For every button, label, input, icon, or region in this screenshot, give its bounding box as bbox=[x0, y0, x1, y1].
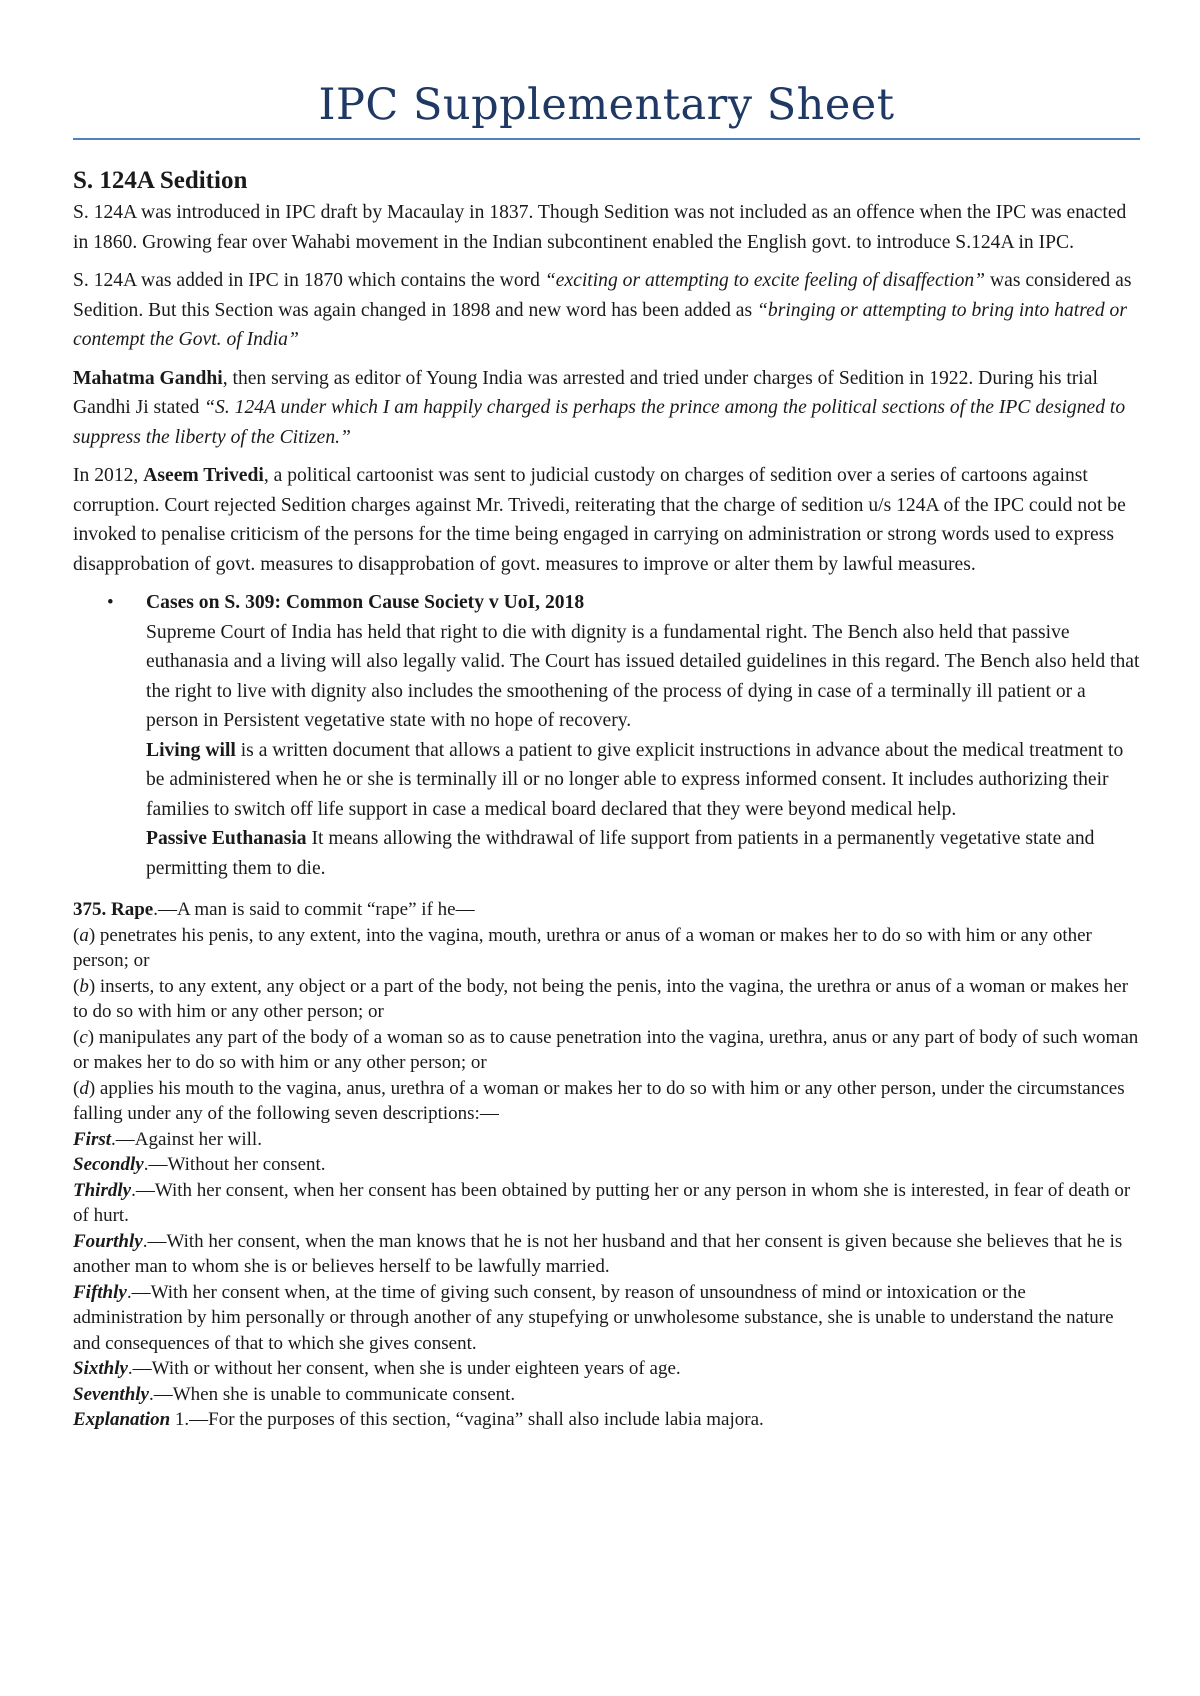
description bbox=[73, 1178, 1140, 1229]
term: Passive Euthanasia bbox=[146, 828, 307, 849]
description bbox=[73, 1229, 1140, 1280]
clause-label: a bbox=[79, 924, 89, 946]
text: .—A man is said to commit “rape” if he— bbox=[153, 899, 475, 920]
bullet-icon: • bbox=[107, 592, 114, 613]
sedition-paragraph-2 bbox=[73, 266, 1140, 355]
bullet-paragraph-2 bbox=[146, 736, 1140, 825]
description-text: .—When she is unable to communicate consent. bbox=[149, 1383, 516, 1405]
description-text: .—Against her will. bbox=[111, 1128, 262, 1150]
rape-section bbox=[73, 897, 1140, 1433]
text: It means allowing the withdrawal of life support from patients in a permanently vegetative state and permitting them to die. bbox=[146, 828, 1095, 879]
text: In 2012, bbox=[73, 465, 144, 486]
document-title: IPC Supplementary Sheet bbox=[318, 80, 895, 130]
title-underline bbox=[73, 138, 1140, 140]
description-text: .—With her consent, when the man knows that he is not her husband and that her consent is given because she believes that he is another man to whom she is or believes herself to be lawfully married. bbox=[73, 1230, 1123, 1277]
description-label: Sixthly bbox=[73, 1358, 128, 1379]
clause-text: inserts, to any extent, any object or a part of the body, not being the penis, into the vagina, the urethra or anus of a woman or makes her to do so with him or any other person; or bbox=[73, 975, 1129, 1022]
description-label: Fourthly bbox=[73, 1230, 143, 1252]
term: Living will bbox=[146, 739, 236, 761]
clause-label: b bbox=[79, 975, 89, 997]
explanation bbox=[73, 1407, 1140, 1433]
description-label: Seventhly bbox=[73, 1383, 149, 1405]
description-text: .—With her consent, when her consent has been obtained by putting her or any person in whom she is interested, in fear of death or of hurt. bbox=[73, 1179, 1131, 1226]
description bbox=[73, 1152, 1140, 1178]
clause-text: applies his mouth to the vagina, anus, urethra of a woman or makes her to do so with him or any other person, under the circumstances falling under any of the following seven descriptions:— bbox=[73, 1077, 1125, 1124]
description bbox=[73, 1382, 1140, 1408]
bold-name: Mahatma Gandhi bbox=[73, 367, 223, 389]
description-label: Thirdly bbox=[73, 1179, 132, 1201]
explanation-text: 1.—For the purposes of this section, “vagina” shall also include labia majora. bbox=[170, 1409, 764, 1430]
explanation-label: Explanation bbox=[73, 1409, 171, 1430]
description-text: .—Without her consent. bbox=[143, 1154, 326, 1175]
bullet-heading bbox=[146, 588, 1140, 618]
description bbox=[73, 1127, 1140, 1153]
description-text: .—With her consent when, at the time of giving such consent, by reason of unsoundness of mind or intoxication or the administration by him personally or through another of any stupefying or unwholesome substance, she is unable to understand the nature and consequences of that to which she gives consent. bbox=[73, 1281, 1114, 1354]
text: S. 124A was added in IPC in 1870 which contains the word bbox=[73, 270, 545, 291]
section-heading bbox=[73, 897, 1140, 923]
clause-text: penetrates his penis, to any extent, into the vagina, mouth, urethra or anus of a woman or makes her to do so with him or any other person; or bbox=[73, 924, 1092, 971]
sedition-paragraph-1: S. 124A was introduced in IPC draft by Macaulay in 1837. Though Sedition was not included as an offence when the IPC was enacted in 1860. Growing fear over Wahabi movement in the Indian subcontinent enabled the English govt. to introduce S.124A in IPC. bbox=[73, 202, 1127, 253]
clause: (d) applies his mouth to the vagina, anus, urethra of a woman or makes her to do so with him or any other person, under the circumstances falling under any of the following seven descriptions:— bbox=[73, 1077, 1125, 1124]
sedition-section bbox=[73, 166, 1140, 579]
description-label: First bbox=[73, 1128, 112, 1150]
clause-label: d bbox=[79, 1077, 89, 1099]
text: , then serving as editor of Young India was arrested and tried under charges of Sedition in 1922. During his trial Gandhi Ji stated bbox=[73, 367, 1098, 418]
description-label: Secondly bbox=[73, 1154, 144, 1175]
clause: (b) inserts, to any extent, any object or a part of the body, not being the penis, into the vagina, the urethra or anus of a woman or makes her to do so with him or any other person; or bbox=[73, 975, 1129, 1022]
bold-name: Aseem Trivedi bbox=[143, 465, 264, 486]
description-text: .—With or without her consent, when she is under eighteen years of age. bbox=[127, 1358, 681, 1379]
document-page bbox=[73, 70, 1140, 1433]
clause-label: c bbox=[79, 1026, 88, 1048]
sedition-heading: S. 124A Sedition bbox=[73, 167, 248, 194]
description bbox=[73, 1356, 1140, 1382]
description-label: Fifthly bbox=[73, 1281, 127, 1303]
sedition-paragraph-3 bbox=[73, 364, 1140, 453]
clause-text: manipulates any part of the body of a woman so as to cause penetration into the vagina, urethra, anus or any part of body of such woman or makes her to do so with him or any other person; or bbox=[73, 1026, 1139, 1073]
clause: (a) penetrates his penis, to any extent, into the vagina, mouth, urethra or anus of a woman or makes her to do so with him or any other person; or bbox=[73, 924, 1092, 971]
bullet-paragraph-3 bbox=[146, 824, 1140, 883]
description bbox=[73, 1280, 1140, 1357]
quote: “S. 124A under which I am happily charged is perhaps the prince among the political sections of the IPC designed to suppress the liberty of the Citizen.” bbox=[73, 397, 1126, 448]
sedition-paragraph-4 bbox=[73, 461, 1140, 579]
quote: “bringing or attempting to bring into hatred or contempt the Govt. of India” bbox=[73, 299, 1127, 350]
text: , a political cartoonist was sent to judicial custody on charges of sedition over a series of cartoons against corruption. Court rejected Sedition charges against Mr. Trivedi, reiterating that the charge of sedition u/s 124A of the IPC could not be invoked to penalise criticism of the persons for the time being engaged in carrying on administration or strong words used to express disapprobation of govt. measures to disapprobation of govt. measures to improve or alter them by lawful measures. bbox=[73, 465, 1126, 575]
text: was considered as Sedition. But this Section was again changed in 1898 and new word has been added as bbox=[73, 270, 1132, 321]
case-title: Cases on S. 309: Common Cause Society v UoI, 2018 bbox=[146, 592, 585, 613]
bullet-paragraph-1: Supreme Court of India has held that right to die with dignity is a fundamental right. The Bench also held that passive euthanasia and a living will also legally valid. The Court has issued detailed guidelines in this regard. The Bench also held that the right to live with dignity also includes the smoothening of the process of dying in case of a terminally ill patient or a person in Persistent vegetative state with no hope of recovery. bbox=[146, 621, 1140, 731]
bullet-list-item bbox=[73, 588, 1140, 883]
text: is a written document that allows a patient to give explicit instructions in advance about the medical treatment to be administered when he or she is terminally ill or no longer able to express informed consent. It includes authorizing their families to switch off life support in case a medical board declared that they were beyond medical help. bbox=[146, 739, 1124, 820]
quote: “exciting or attempting to excite feeling of disaffection” bbox=[544, 270, 986, 291]
section-number: 375. Rape bbox=[73, 899, 154, 920]
clause: (c) manipulates any part of the body of a woman so as to cause penetration into the vagina, urethra, anus or any part of body of such woman or makes her to do so with him or any other person; or bbox=[73, 1026, 1139, 1073]
